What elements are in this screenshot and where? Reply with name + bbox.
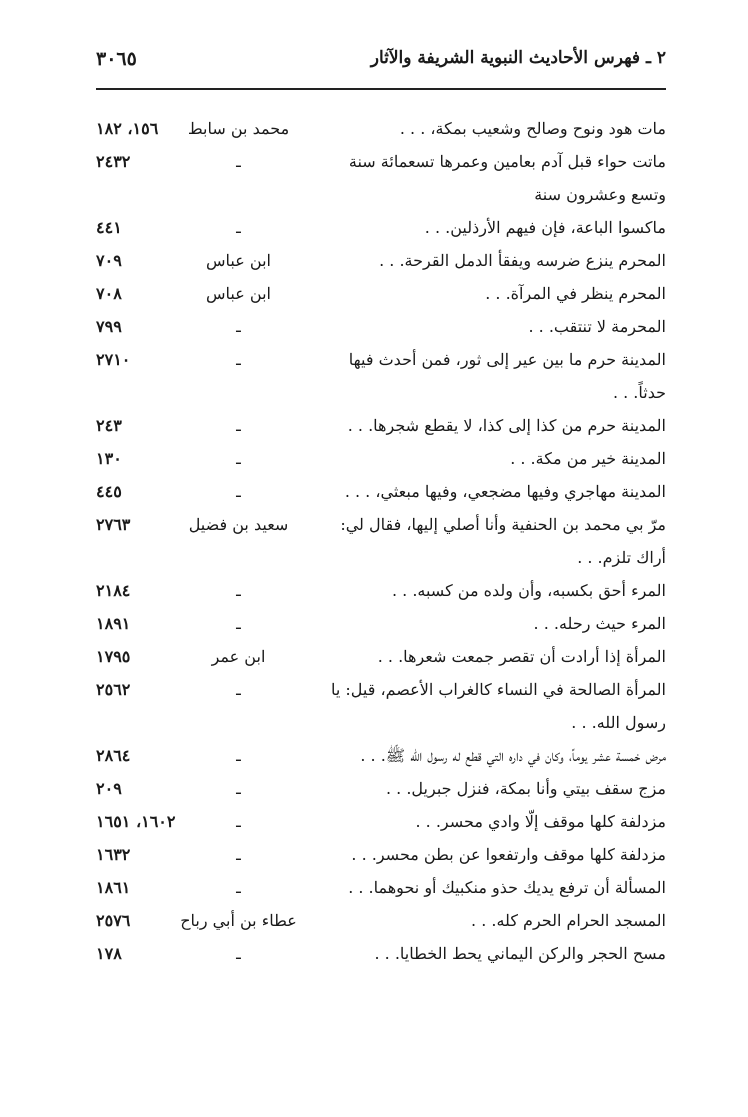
index-entry (96, 937, 666, 970)
hadith-text: ماكسوا الباعة، فإن فيهم الأرذلين. . . (424, 218, 666, 237)
entry-number: ٤٤٥ (96, 482, 122, 501)
narrator: ـ (236, 746, 241, 765)
entry-number: ٢٠٩ (96, 779, 122, 798)
entry-number: ١٣٠ (96, 449, 122, 468)
hadith-text: المرء حيث رحله. . . (533, 614, 666, 633)
narrator: ـ (236, 449, 241, 468)
index-entry (96, 211, 666, 244)
index-entry (96, 343, 666, 409)
header-rule (96, 88, 666, 90)
narrator: ابن عباس (206, 284, 271, 303)
entry-number: ٢٧١٠ (96, 350, 131, 369)
index-entry (96, 739, 666, 772)
entry-number: ١٦٠٢، ١٦٥١ (96, 812, 176, 831)
narrator: ابن عباس (206, 251, 271, 270)
narrator: ـ (236, 944, 241, 963)
entry-number: ٧٠٨ (96, 284, 122, 303)
narrator: ـ (236, 812, 241, 831)
entry-number: ٢٨٦٤ (96, 746, 131, 765)
entry-number: ١٧٩٥ (96, 647, 131, 666)
hadith-text: مسح الحجر والركن اليماني يحط الخطايا. . . (374, 944, 666, 963)
hadith-text: مزدلفة كلها موقف إلّا وادي محسر. . . (415, 812, 666, 831)
index-entry (96, 607, 666, 640)
narrator: ـ (236, 779, 241, 798)
narrator: ابن عمر (211, 647, 266, 666)
narrator: ـ (236, 317, 241, 336)
index-entry (96, 871, 666, 904)
page-number: ٣٠٦٥ (96, 48, 137, 70)
hadith-text: المسألة أن ترفع يديك حذو منكبيك أو نحوهما. . . (348, 878, 666, 897)
narrator: ـ (236, 152, 241, 171)
index-entry (96, 640, 666, 673)
narrator: ـ (236, 845, 241, 864)
hadith-text: مرّ بي محمد بن الحنفية وأنا أصلي إليها، فقال لي: أراك تلزم. . . (340, 515, 666, 567)
index-entry (96, 838, 666, 871)
hadith-text: ماتت حواء قبل آدم بعامين وعمرها تسعمائة سنة وتسع وعشرون سنة (348, 152, 666, 204)
index-entry (96, 574, 666, 607)
narrator: ـ (236, 350, 241, 369)
hadith-text: مات هود ونوح وصالح وشعيب بمكة، . . . (399, 119, 666, 138)
hadith-text: المدينة مهاجري وفيها مضجعي، وفيها مبعثي، . . . (344, 482, 666, 501)
entry-number: ١٧٨ (96, 944, 122, 963)
hadith-text: المحرمة لا تنتقب. . . (528, 317, 666, 336)
hadith-text: المرأة الصالحة في النساء كالغراب الأعصم، قيل: يا رسول الله. . . (330, 680, 666, 732)
entry-number: ٢٤٣٢ (96, 152, 131, 171)
hadith-text: المحرم ينظر في المرآة. . . (485, 284, 666, 303)
entry-number: ١٨٩١ (96, 614, 131, 633)
entry-number: ٧٠٩ (96, 251, 122, 270)
narrator: ـ (236, 218, 241, 237)
entry-number: ١٦٣٢ (96, 845, 131, 864)
hadith-text: مزدلفة كلها موقف وارتفعوا عن بطن محسر. . . (351, 845, 666, 864)
narrator: سعيد بن فضيل (188, 515, 289, 534)
entry-number: ٢٤٣ (96, 416, 122, 435)
hadith-index-list (96, 112, 666, 970)
narrator: ـ (236, 680, 241, 699)
narrator: ـ (236, 581, 241, 600)
running-title: ٢ ـ فهرس الأحاديث النبوية الشريفة والآثار (370, 48, 666, 68)
entry-number: ٢٧٦٣ (96, 515, 131, 534)
index-entry (96, 673, 666, 739)
hadith-text: المسجد الحرام الحرم كله. . . (471, 911, 666, 930)
index-entry (96, 904, 666, 937)
index-entry (96, 409, 666, 442)
hadith-text: مرض خمسة عشر يوماً، وكان في داره التي قطع له رسول الله ﷺ. . . (360, 746, 666, 765)
narrator: ـ (236, 878, 241, 897)
entry-number: ٢١٨٤ (96, 581, 131, 600)
hadith-text: المدينة خير من مكة. . . (510, 449, 666, 468)
hadith-text: مزج سقف بيتي وأنا بمكة، فنزل جبريل. . . (385, 779, 666, 798)
index-entry (96, 277, 666, 310)
narrator: محمد بن سابط (187, 119, 290, 138)
index-entry (96, 772, 666, 805)
entry-number: ٢٥٧٦ (96, 911, 131, 930)
index-entry (96, 112, 666, 145)
narrator: ـ (236, 416, 241, 435)
page-header (96, 48, 666, 78)
index-entry (96, 475, 666, 508)
index-entry (96, 145, 666, 211)
hadith-text: المدينة حرم ما بين عير إلى ثور، فمن أحدث فيها حدثاً. . . (348, 350, 666, 402)
entry-number: ١٨٦١ (96, 878, 131, 897)
narrator: ـ (236, 482, 241, 501)
entry-number: ٤٤١ (96, 218, 122, 237)
narrator: ـ (236, 614, 241, 633)
narrator: عطاء بن أبي رباح (180, 911, 297, 930)
hadith-text: المدينة حرم من كذا إلى كذا، لا يقطع شجرها. . . (347, 416, 666, 435)
index-entry (96, 508, 666, 574)
entry-number: ١٥٦، ١٨٢ (96, 119, 159, 138)
hadith-text: المحرم ينزع ضرسه ويفقأ الدمل القرحة. . . (379, 251, 666, 270)
hadith-text: المرأة إذا أرادت أن تقصر جمعت شعرها. . . (377, 647, 666, 666)
entry-number: ٧٩٩ (96, 317, 122, 336)
index-entry (96, 310, 666, 343)
entry-number: ٢٥٦٢ (96, 680, 131, 699)
hadith-text: المرء أحق بكسبه، وأن ولده من كسبه. . . (391, 581, 666, 600)
index-entry (96, 442, 666, 475)
index-entry (96, 244, 666, 277)
index-entry (96, 805, 666, 838)
